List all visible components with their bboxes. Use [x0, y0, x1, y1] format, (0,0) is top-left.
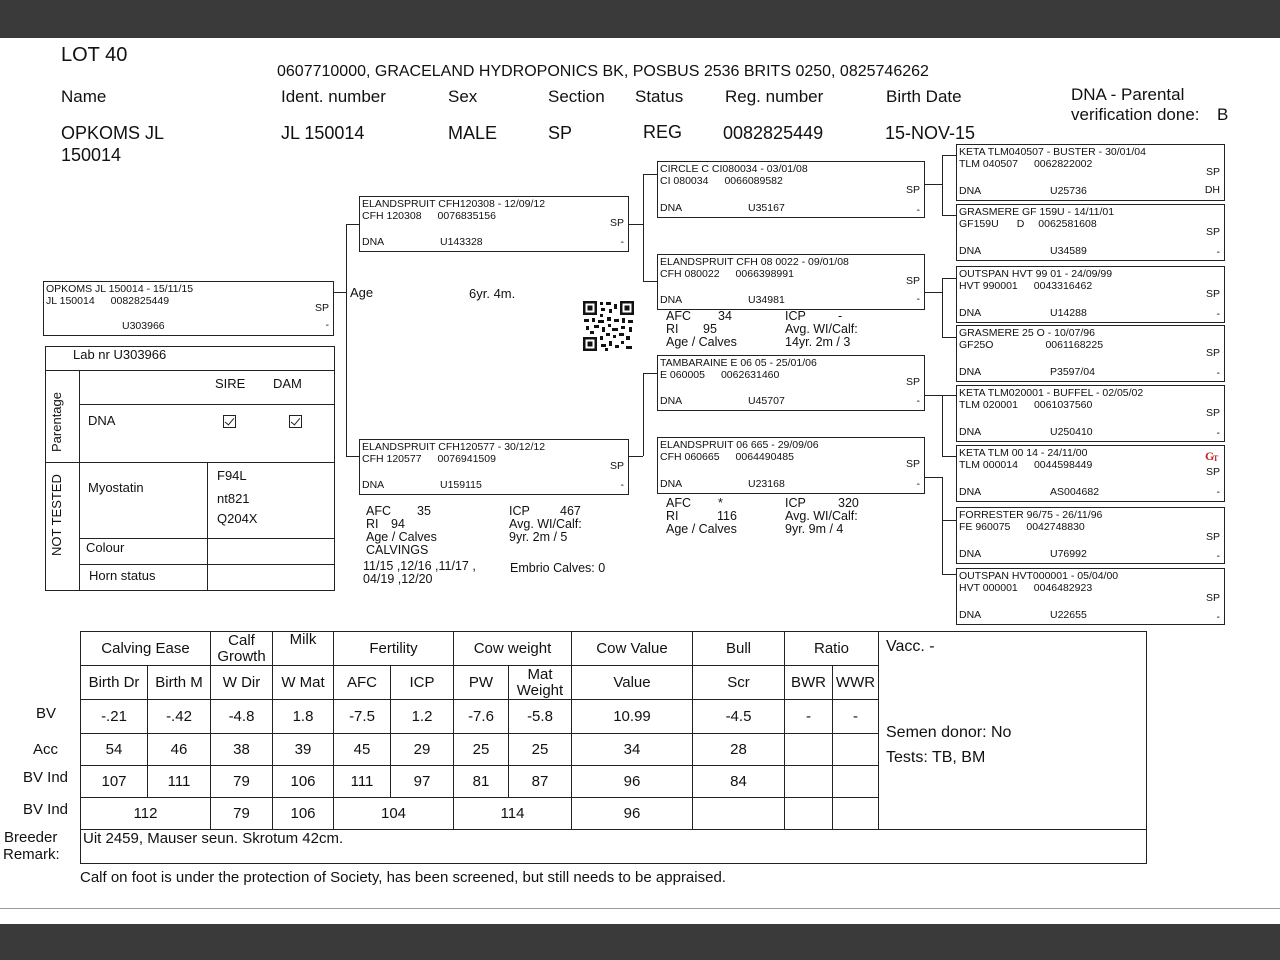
lot-number: LOT 40	[61, 44, 128, 66]
group-calving-ease: Calving Ease	[81, 632, 211, 666]
sire-dna-checked-icon	[223, 415, 236, 428]
col-w-mat: W Mat	[273, 666, 334, 700]
bv-ind-row: 107 111 79 106 111 97 81 87 96 84	[81, 766, 1147, 798]
gt-logo-icon	[1205, 449, 1220, 462]
great-grandparent-box-5: KETA TLM020001 - BUFFEL - 02/05/02 TLM 020001 0061037560 SP - DNA U250410	[956, 385, 1225, 442]
myostatin-f94l: F94L	[217, 468, 247, 483]
sire-dam-box: ELANDSPRUIT CFH 08 0022 - 09/01/08 CFH 080022 0066398991 SP - DNA U34981	[657, 254, 925, 310]
dam-calvings: 11/15 ,12/16 ,11/17 , 04/19 ,12/20	[363, 559, 476, 586]
dam-dam-box: ELANDSPRUIT 06 665 - 29/09/06 CFH 060665 0064490485 SP - DNA U23168	[657, 437, 925, 494]
acc-row: 54 46 38 39 45 29 25 25 34 28	[81, 734, 1147, 766]
top-bar	[0, 0, 1280, 38]
dam-sire-box: TAMBARAINE E 06 05 - 25/01/06 E 060005 0062631460 SP - DNA U45707	[657, 355, 925, 411]
dam-stats: AFC 35 ICP 467 RI 94 Avg. WI/Calf: Age / Calves 9yr. 2m / 5 CALVINGS	[366, 504, 582, 557]
remark-label: Remark:	[3, 846, 60, 863]
col-wwr: WWR	[833, 666, 879, 700]
lab-number: Lab nr U303966	[73, 347, 167, 362]
breeder-line: 0607710000, GRACELAND HYDROPONICS BK, POSBUS 2536 BRITS 0250, 0825746262	[277, 63, 929, 80]
col-birth-m: Birth M	[148, 666, 211, 700]
dam-column-label: DAM	[273, 376, 302, 391]
animal-section: SP	[548, 123, 573, 143]
col-pw: PW	[454, 666, 509, 700]
group-bull: Bull	[693, 632, 785, 666]
myostatin-q204x: Q204X	[217, 511, 258, 526]
footer-note: Calf on foot is under the protection of Society, has been screened, but still needs to be appraised.	[80, 869, 726, 886]
parentage-label: Parentage	[49, 392, 64, 452]
horn-status-label: Horn status	[89, 568, 156, 583]
col-afc: AFC	[334, 666, 391, 700]
col-icp: ICP	[391, 666, 454, 700]
animal-name-2: 150014	[61, 145, 122, 165]
svg-text:G: G	[1205, 449, 1215, 462]
dam-dna-checked-icon	[289, 415, 302, 428]
tests: Tests: TB, BM	[886, 749, 986, 766]
vaccination: Vacc. -	[886, 638, 935, 655]
self-box-ids: JL 150014 0082825449	[46, 295, 170, 307]
col-w-dir: W Dir	[211, 666, 273, 700]
group-fertility: Fertility	[334, 632, 454, 666]
header-status: Status	[635, 87, 684, 106]
animal-reg: 0082825449	[723, 123, 824, 143]
dna-verification: B	[1217, 105, 1229, 124]
header-dna1: DNA - Parental	[1071, 85, 1185, 104]
breeding-values-table	[80, 631, 1147, 864]
age-value: 6yr. 4m.	[469, 286, 516, 301]
embrio-calves: Embrio Calves: 0	[510, 561, 606, 575]
group-ratio: Ratio	[785, 632, 879, 666]
breeder-label: Breeder	[4, 829, 58, 846]
header-ident: Ident. number	[281, 87, 386, 106]
header-dna2: verification done:	[1071, 105, 1200, 124]
self-box-dash: -	[325, 319, 329, 331]
row-label-bv-ind: BV Ind	[23, 769, 69, 786]
col-scr: Scr	[693, 666, 785, 700]
bottom-bar	[0, 924, 1280, 960]
qr-code-icon	[582, 300, 635, 352]
group-milk: Milk	[273, 632, 334, 666]
semen-donor: Semen donor: No	[886, 724, 1012, 741]
col-value: Value	[572, 666, 693, 700]
great-grandparent-box-1: KETA TLM040507 - BUSTER - 30/01/04 TLM 040507 0062822002 SP DH DNA U25736	[956, 144, 1225, 201]
breeder-remark: Uit 2459, Mauser seun. Skrotum 42cm.	[81, 830, 1147, 864]
col-birth-dr: Birth Dr	[81, 666, 148, 700]
row-label-bv-ind-2: BV Ind	[23, 801, 69, 818]
col-mat-weight: Mat Weight	[509, 666, 572, 700]
great-grandparent-box-3: OUTSPAN HVT 99 01 - 24/09/99 HVT 990001 0043316462 SP - DNA U14288	[956, 266, 1225, 323]
row-label-bv: BV	[36, 705, 57, 722]
header-sex: Sex	[448, 87, 478, 106]
self-box-dna: U303966	[122, 320, 165, 332]
bv-row: -.21 -.42 -4.8 1.8 -7.5 1.2 -7.6 -5.8 10.99 -4.5 - -	[81, 700, 1147, 734]
sire-box: ELANDSPRUIT CFH120308 - 12/09/12 CFH 120308 0076835156 SP - DNA U143328	[359, 196, 629, 252]
col-bwr: BWR	[785, 666, 833, 700]
animal-pedigree-box	[43, 281, 334, 336]
self-box-title: OPKOMS JL 150014 - 15/11/15	[46, 283, 194, 295]
header-name: Name	[61, 87, 107, 106]
myostatin-label: Myostatin	[88, 480, 144, 495]
sire-sire-box: CIRCLE C CI080034 - 03/01/08 CI 080034 0066089582 SP - DNA U35167	[657, 161, 925, 218]
colour-label: Colour	[86, 540, 125, 555]
footer-divider	[0, 908, 1280, 909]
group-calf-growth: Calf Growth	[211, 632, 273, 666]
bv-ind-combined-row: 112 79 106 104 114 96	[81, 798, 1147, 830]
animal-birth: 15-NOV-15	[885, 123, 976, 143]
animal-ident: JL 150014	[281, 123, 365, 143]
animal-sex: MALE	[448, 123, 498, 143]
group-cow-value: Cow Value	[572, 632, 693, 666]
dam-box: ELANDSPRUIT CFH120577 - 30/12/12 CFH 120577 0076941509 SP - DNA U159115	[359, 439, 629, 495]
great-grandparent-box-8: OUTSPAN HVT000001 - 05/04/00 HVT 000001 0046482923 SP - DNA U22655	[956, 568, 1225, 625]
great-grandparent-box-2: GRASMERE GF 159U - 14/11/01 GF159U D 0062581608 SP - DNA U34589	[956, 204, 1225, 261]
self-box-section: SP	[314, 302, 329, 314]
sire-column-label: SIRE	[215, 376, 246, 391]
header-reg: Reg. number	[725, 87, 824, 106]
sd-stats: AFC 34 ICP - RI 95 Avg. WI/Calf: Age / Calves 14yr. 2m / 3	[666, 309, 858, 349]
age-label: Age	[350, 285, 374, 300]
vaccination-panel	[879, 632, 1147, 830]
group-cow-weight: Cow weight	[454, 632, 572, 666]
dna-label: DNA	[88, 413, 116, 428]
header-birth: Birth Date	[886, 87, 962, 106]
header-section: Section	[548, 87, 605, 106]
animal-name: OPKOMS JL	[61, 123, 165, 143]
great-grandparent-box-6: KETA TLM 00 14 - 24/11/00 TLM 000014 0044598449 G T SP - DNA AS004682	[956, 445, 1225, 502]
great-grandparent-box-4: GRASMERE 25 O - 10/07/96 GF25O 0061168225 SP - DNA P3597/04	[956, 325, 1225, 382]
animal-status: REG	[643, 122, 683, 142]
row-label-acc: Acc	[33, 741, 59, 758]
svg-text:T: T	[1213, 454, 1219, 462]
dd-stats: AFC * ICP 320 RI 116 Avg. WI/Calf: Age / Calves 9yr. 9m / 4	[666, 496, 859, 536]
not-tested-label: NOT TESTED	[49, 474, 64, 556]
great-grandparent-box-7: FORRESTER 96/75 - 26/11/96 FE 960075 0042748830 SP - DNA U76992	[956, 507, 1225, 564]
myostatin-nt821: nt821	[217, 491, 250, 506]
